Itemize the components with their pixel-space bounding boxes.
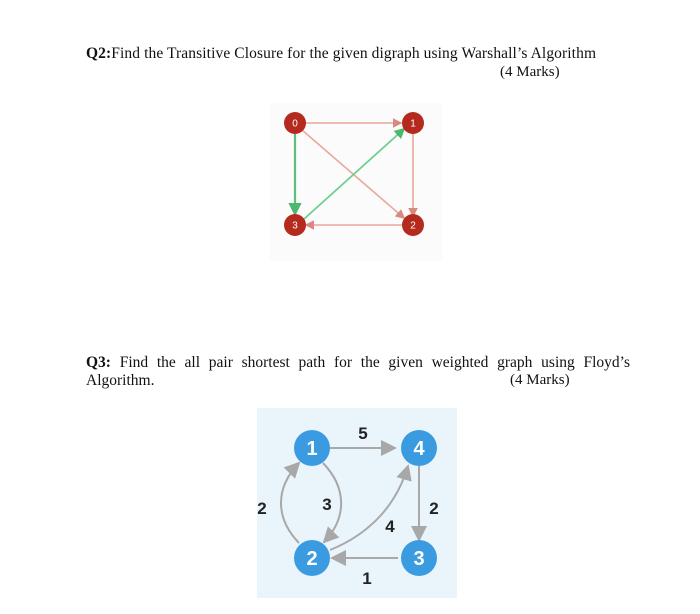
weight-2-4: 4	[385, 517, 395, 536]
svg-text:3: 3	[413, 548, 425, 570]
q3-marks: (4 Marks)	[510, 372, 570, 388]
svg-text:0: 0	[292, 118, 298, 130]
node-1	[294, 430, 330, 466]
svg-text:4: 4	[413, 438, 425, 460]
weight-4-3: 2	[429, 499, 439, 518]
node-0	[284, 112, 306, 134]
weight-3-2: 1	[362, 569, 372, 588]
node-1	[402, 112, 424, 134]
svg-text:2: 2	[306, 548, 318, 570]
svg-text:3: 3	[292, 220, 298, 232]
q2-question	[86, 45, 596, 63]
q3-question-line1	[86, 354, 630, 372]
q3-question-line2: Algorithm.	[86, 372, 155, 389]
q2-label: Q2:	[86, 45, 112, 62]
weight-1-2: 3	[322, 495, 332, 514]
node-4	[401, 430, 437, 466]
q2-marks: (4 Marks)	[500, 64, 560, 80]
q3-weighted-graph	[257, 408, 457, 598]
svg-text:2: 2	[410, 220, 416, 232]
node-2	[294, 540, 330, 576]
node-3	[284, 214, 306, 236]
weight-1-4: 5	[358, 424, 368, 443]
node-2	[402, 214, 424, 236]
svg-text:1: 1	[410, 118, 416, 130]
q3-label: Q3:	[86, 354, 111, 371]
node-3	[401, 540, 437, 576]
q2-text: Find the Transitive Closure for the given digraph using Warshall’s Algorithm	[111, 45, 597, 62]
q3-text: Find the all pair shortest path for the given weighted graph using Floyd’s	[119, 354, 630, 371]
q2-digraph	[270, 103, 442, 261]
weight-2-1: 2	[257, 499, 267, 518]
svg-text:1: 1	[306, 438, 318, 460]
